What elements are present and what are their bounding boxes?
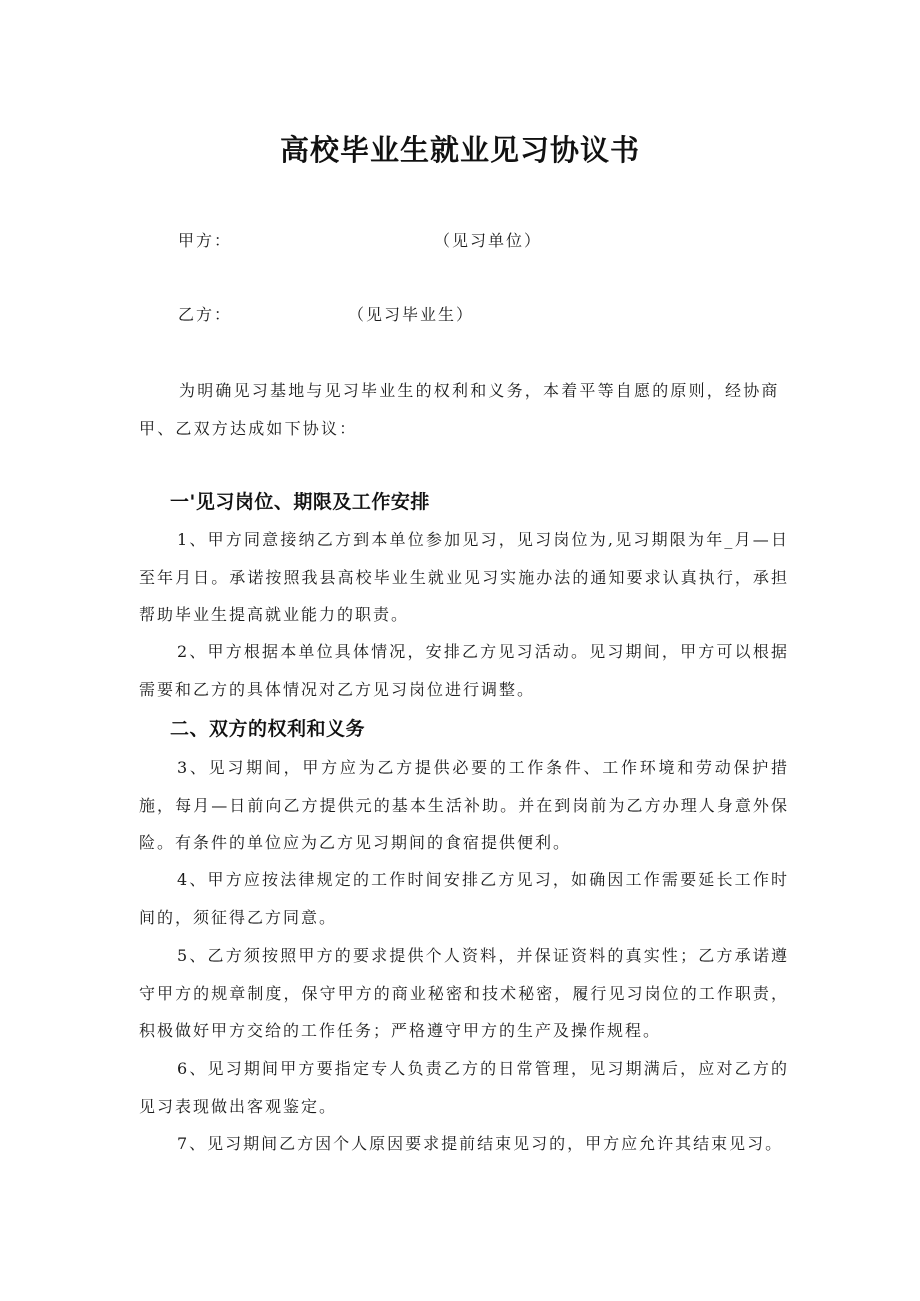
intro-paragraph: 为明确见习基地与见习毕业生的权利和义务，本着平等自愿的原则，经协商甲、乙双方达成如下协议： [139,381,780,438]
clause-2: 2、甲方根据本单位具体情况，安排乙方见习活动。见习期间，甲方可以根据需要和乙方的具体情况对乙方见习岗位进行调整。 [139,642,789,699]
party-b-label: 乙方： [178,305,233,324]
clause-3: 3、见习期间，甲方应为乙方提供必要的工作条件、工作环境和劳动保护措施，每月—日前向乙方提供元的基本生活补助。并在到岗前为乙方办理人身意外保险。有条件的单位应为乙方见习期间的食宿提供便利。 [139,758,789,852]
party-a-hint: （见习单位） [434,231,543,250]
document-title: 高校毕业生就业见习协议书 [279,133,640,167]
party-b-hint: （见习毕业生） [348,305,475,324]
party-a-label: 甲方： [178,231,233,250]
section-heading-1: 一'见习岗位、期限及工作安排 [170,491,430,513]
clause-6: 6、见习期间甲方要指定专人负责乙方的日常管理，见习期满后，应对乙方的见习表现做出客观鉴定。 [139,1059,789,1116]
party-b-line [178,302,475,325]
clause-7: 7、见习期间乙方因个人原因要求提前结束见习的，甲方应允许其结束见习。 [177,1134,784,1153]
section-heading-2: 二、双方的权利和义务 [170,718,366,740]
party-a-line [178,228,543,251]
clause-1: 1、甲方同意接纳乙方到本单位参加见习，见习岗位为,见习期限为年_月—日至年月日。承诺按照我县高校毕业生就业见习实施办法的通知要求认真执行，承担帮助毕业生提高就业能力的职责。 [139,530,789,624]
clause-4: 4、甲方应按法律规定的工作时间安排乙方见习，如确因工作需要延长工作时间的，须征得乙方同意。 [139,870,789,927]
clause-5: 5、乙方须按照甲方的要求提供个人资料，并保证资料的真实性；乙方承诺遵守甲方的规章制度，保守甲方的商业秘密和技术秘密，履行见习岗位的工作职责，积极做好甲方交给的工作任务；严格遵守甲方的生产及操作规程。 [139,946,789,1040]
